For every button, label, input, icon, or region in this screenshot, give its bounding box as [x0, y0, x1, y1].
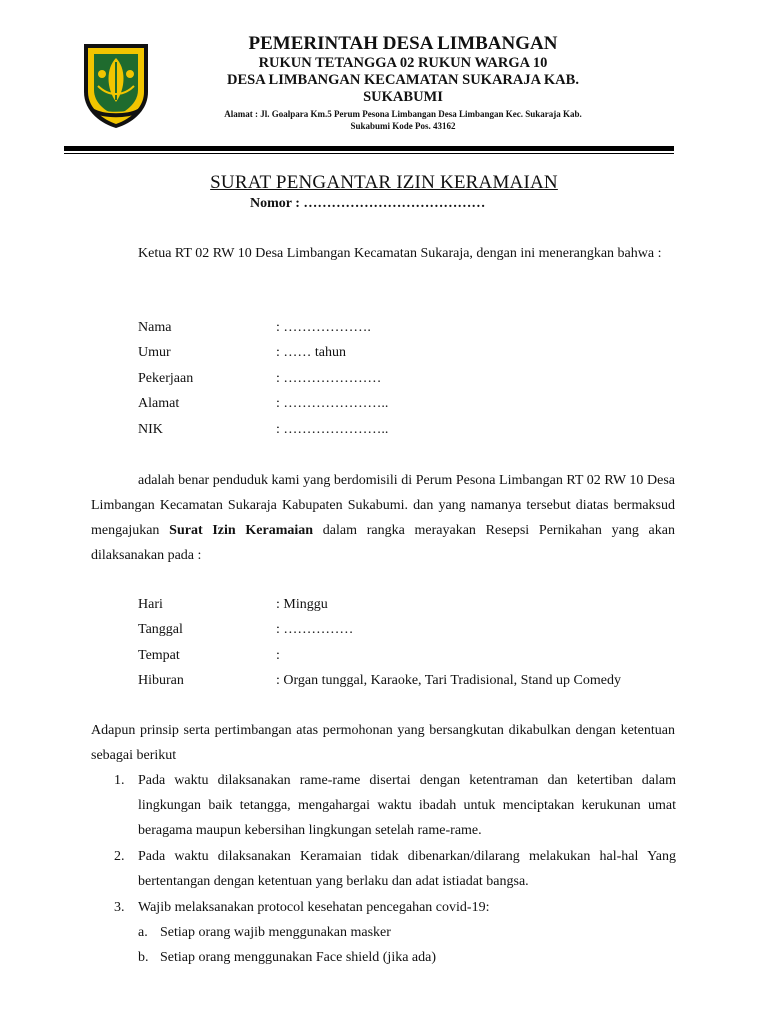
letterhead-address [168, 108, 638, 132]
body-text-bold: Surat Izin Keramaian [169, 523, 314, 538]
field-label: Nama [138, 320, 172, 335]
field-label: Pekerjaan [138, 371, 194, 386]
document-number: Nomor : ………………………………… [250, 196, 486, 211]
field-value: : Organ tunggal, Karaoke, Tari Tradisional, Stand up Comedy [276, 673, 621, 688]
letterhead-village: DESA LIMBANGAN KECAMATAN SUKARAJA KAB. [227, 72, 579, 88]
list-number: 3. [114, 900, 125, 915]
field-value: : ………………….. [276, 422, 389, 437]
condition-item-3 [114, 895, 676, 920]
field-label: Tanggal [138, 622, 183, 637]
list-number: 1. [114, 773, 125, 788]
list-letter: b. [138, 950, 149, 965]
field-value: : …… tahun [276, 345, 346, 360]
letterhead-regency: SUKABUMI [363, 89, 443, 105]
list-text: Wajib melaksanakan protocol kesehatan pencegahan covid-19: [138, 900, 490, 915]
letterhead-divider-thin [64, 153, 674, 154]
list-text: Setiap orang wajib menggunakan masker [160, 925, 391, 940]
condition-item-1 [114, 768, 676, 843]
letterhead-rt-rw: RUKUN TETANGGA 02 RUKUN WARGA 10 [258, 55, 548, 71]
conditions-intro: Adapun prinsip serta pertimbangan atas permohonan yang bersangkutan dikabulkan dengan ketentuan sebagai berikut [91, 723, 675, 763]
letterhead-title: PEMERINTAH DESA LIMBANGAN [248, 33, 558, 54]
field-value: : …………… [276, 622, 354, 637]
subcondition-item-b [138, 945, 676, 970]
field-label: NIK [138, 422, 163, 437]
body-text-start: adalah benar penduduk kami yang berdomisili di Perum Pesona Limbangan RT 02 RW 10 Desa Limbangan Kecamatan Sukaraja Kabupaten Sukabumi. dan yang namanya tersebut diatas bermaksud mengajukan [91, 473, 675, 538]
list-text: Pada waktu dilaksanakan rame-rame disertai dengan ketentraman dan ketertiban dalam lingkungan baik tetangga, mengahargai waktu ibadah untuk menciptakan kerukunan umat beragama maupun kebersihan lingkungan setelah rame-rame. [138, 773, 676, 838]
intro-paragraph: Ketua RT 02 RW 10 Desa Limbangan Kecamatan Sukaraja, dengan ini menerangkan bahwa : [138, 246, 662, 261]
address-line-1: Alamat : Jl. Goalpara Km.5 Perum Pesona Limbangan Desa Limbangan Kec. Sukaraja Kab. [224, 109, 582, 119]
field-label: Umur [138, 345, 171, 360]
list-number: 2. [114, 849, 125, 864]
document-title: SURAT PENGANTAR IZIN KERAMAIAN [210, 172, 558, 193]
letterhead-divider-thick [64, 146, 674, 151]
field-label: Tempat [138, 648, 180, 663]
field-label: Hiburan [138, 673, 184, 688]
village-emblem-icon [80, 40, 152, 130]
field-value: : Minggu [276, 597, 328, 612]
body-text-end: dalam rangka merayakan Resepsi Pernikahan yang akan dilaksanakan pada : [91, 523, 675, 563]
field-value: : ………………… [276, 371, 382, 386]
list-letter: a. [138, 925, 148, 940]
condition-item-2 [114, 844, 676, 894]
field-value: : [276, 648, 280, 663]
field-value: : ………………….. [276, 396, 389, 411]
field-value: : ………………. [276, 320, 371, 335]
list-text: Pada waktu dilaksanakan Keramaian tidak dibenarkan/dilarang melakukan hal-hal Yang bertentangan dengan ketentuan yang berlaku dan adat istiadat bangsa. [138, 849, 676, 889]
body-paragraph [91, 468, 675, 568]
field-label: Hari [138, 597, 163, 612]
address-line-2: Sukabumi Kode Pos. 43162 [350, 121, 456, 131]
list-text: Setiap orang menggunakan Face shield (jika ada) [160, 950, 437, 965]
field-label: Alamat [138, 396, 180, 411]
subcondition-item-a [138, 920, 676, 945]
